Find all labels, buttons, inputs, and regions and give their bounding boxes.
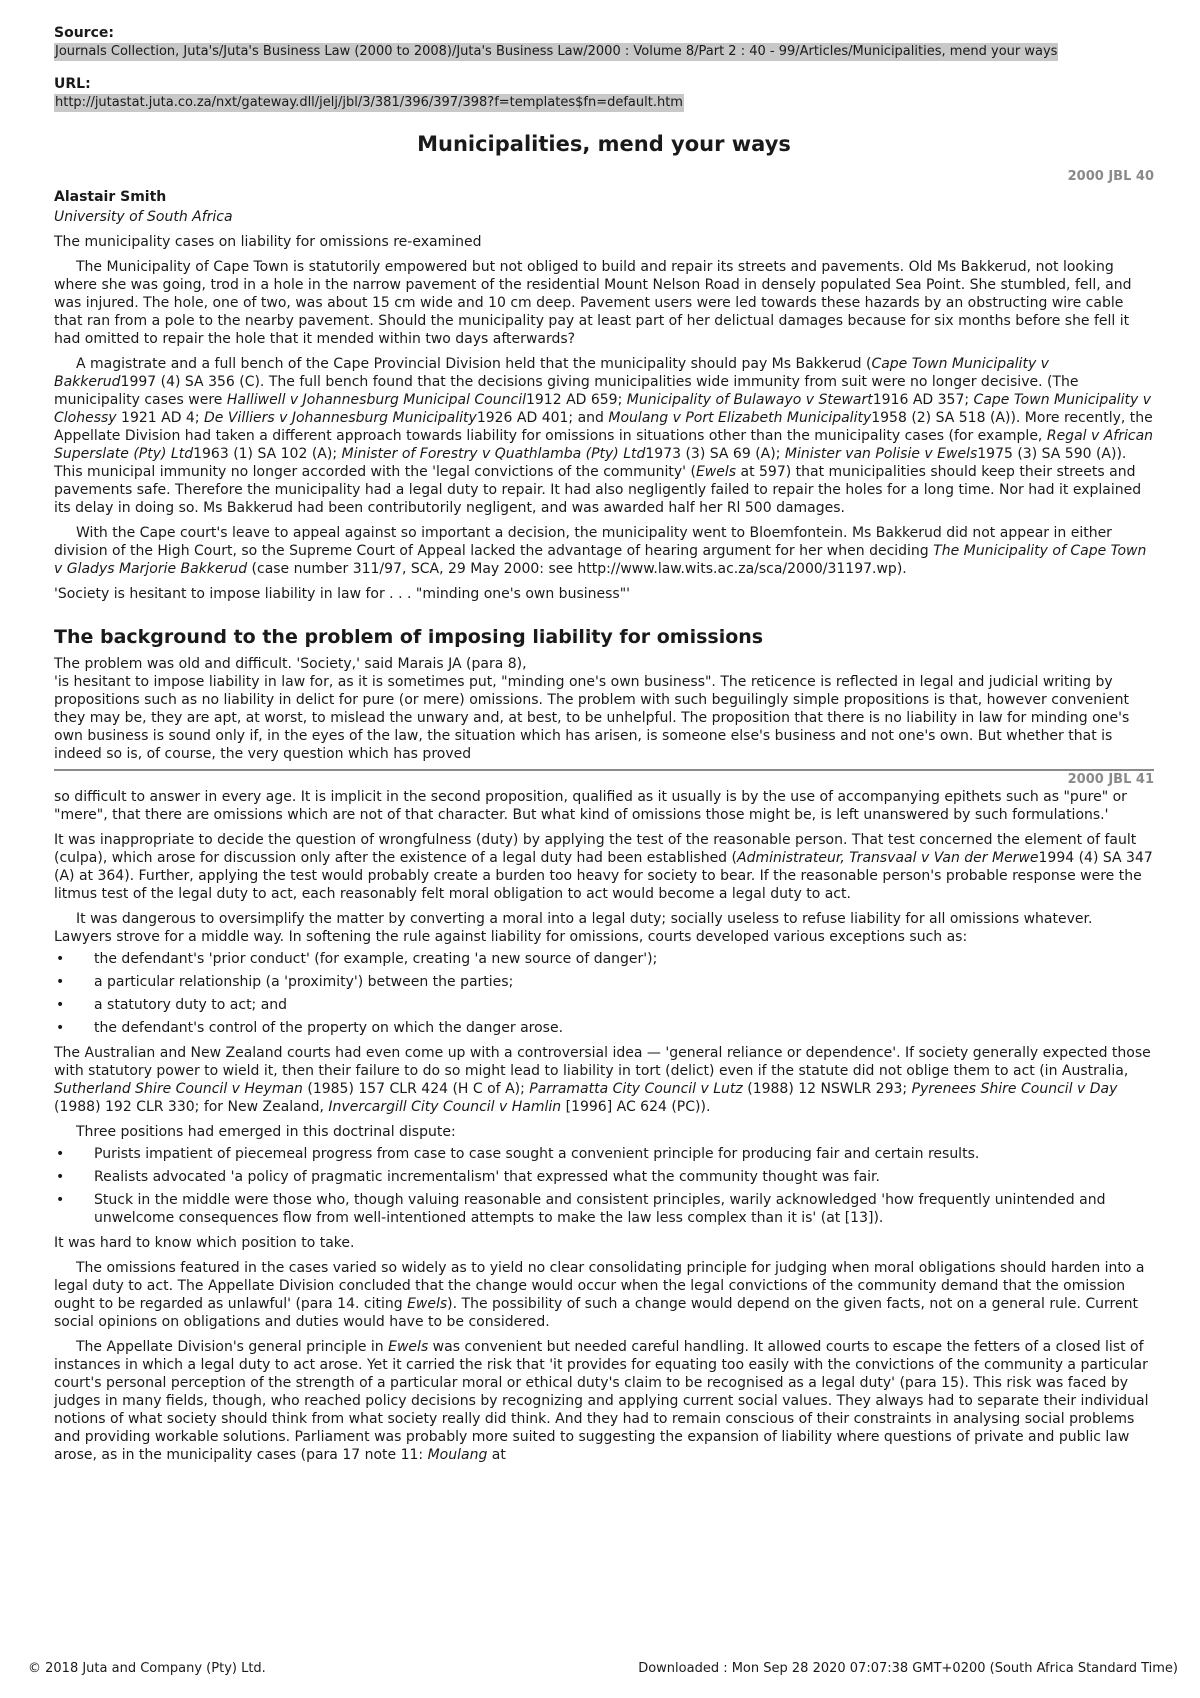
case-citation: Ewels — [407, 1296, 448, 1312]
document-page — [54, 24, 1154, 1464]
paragraph: The omissions featured in the cases varied so widely as to yield no clear consolidating principle for judging when moral obligations should harden into a legal duty to act. The Appellate Division concluded that the change would occur when the legal convictions of the community demand that the omission ought to be regarded as unlawful' (para 14. citing Ewels). The possibility of such a change would depend on the given facts, not on a general rule. Current social opinions on obligations and duties would have to be considered. — [54, 1260, 1145, 1330]
paragraph: The problem was old and difficult. 'Society,' said Marais JA (para 8), — [54, 656, 527, 672]
paragraph: 'Society is hesitant to impose liability in law for . . . "minding one's own business"' — [54, 586, 630, 602]
author-affiliation: University of South Africa — [54, 209, 233, 225]
positions-list — [54, 1145, 1154, 1227]
list-item: • Stuck in the middle were those who, though valuing reasonable and consistent principles, warily acknowledged 'how frequently unintended and unwelcome consequences flow from well-intentioned attempts to make the law less complex than it is' (at [13]). — [54, 1191, 1154, 1227]
url-label: URL: — [54, 76, 91, 92]
case-citation: Ewels — [695, 464, 737, 480]
list-item: • Purists impatient of piecemeal progress from case to case sought a convenient principle for producing fair and certain results. — [54, 1145, 1154, 1163]
case-citation: Cape Town Municipality v Clohessy — [54, 392, 1152, 426]
section-heading: The background to the problem of imposing liability for omissions — [54, 626, 764, 648]
case-citation: Invercargill City Council v Hamlin — [328, 1099, 562, 1115]
paragraph: It was inappropriate to decide the question of wrongfulness (duty) by applying the test of the reasonable person. That test concerned the element of fault (culpa), which arose for discussion only after the existence of a legal duty had been established (Administrateur, Transvaal v Van der Merwe1994 (4) SA 347 (A) at 364). Further, applying the test would probably create a burden too heavy for society to bear. If the reasonable person's probable response were the litmus test of the legal duty to act, each reasonably felt moral obligation to act would become a legal duty to act. — [54, 832, 1153, 902]
quote-paragraph: 'is hesitant to impose liability in law for, as it is sometimes put, "minding one's own business". The reticence is reflected in legal and judicial writing by propositions such as no liability in delict for pure (or mere) omissions. The problem with such beguilingly simple propositions is that, however convenient they may be, they are apt, at worst, to mislead the unwary and, at best, to be unhelpful. The proposition that there is no liability in law for minding one's own business is sound only if, in the eyes of the law, the situation which has arisen, is someone else's business and not one's own. But whether that is indeed so is, of course, the very question which has proved — [54, 674, 1130, 762]
page-reference: 2000 JBL 40 — [1067, 169, 1154, 184]
download-timestamp: Downloaded : Mon Sep 28 2020 07:07:38 GMT+0200 (South Africa Standard Time) — [638, 1661, 1178, 1676]
case-citation: The Municipality of Cape Town v Gladys Marjorie Bakkerud — [54, 543, 1147, 577]
case-citation: Ewels — [388, 1339, 429, 1355]
page-reference: 2000 JBL 41 — [1067, 772, 1154, 787]
case-citation: Minister of Forestry v Quathlamba (Pty) Ltd — [341, 446, 646, 462]
case-citation: Pyrenees Shire Council v Day — [911, 1081, 1118, 1097]
article-title: Municipalities, mend your ways — [417, 132, 791, 156]
exceptions-list — [54, 950, 1154, 1037]
case-citation: De Villiers v Johannesburg Municipality — [204, 410, 477, 426]
case-citation: Municipality of Bulawayo v Stewart — [626, 392, 873, 408]
source-url[interactable]: http://jutastat.juta.co.za/nxt/gateway.dll/jelj/jbl/3/381/396/397/398?f=templates$fn=default.htm — [55, 95, 683, 110]
source-path[interactable]: Journals Collection, Juta's/Juta's Business Law (2000 to 2008)/Juta's Business Law/2000 : Volume 8/Part 2 : 40 - 99/Articles/Municipalities, mend your ways — [55, 44, 1058, 59]
list-item: • a statutory duty to act; and — [54, 996, 1154, 1014]
quote-paragraph: so difficult to answer in every age. It is implicit in the second proposition, qualified as it usually is by the use of accompanying epithets such as "pure" or "mere", that there are omissions which are not of that character. But what kind of omissions those might be, is left unanswered by such formulations.' — [54, 789, 1127, 823]
paragraph: Three positions had emerged in this doctrinal dispute: — [76, 1124, 456, 1140]
copyright-notice: © 2018 Juta and Company (Pty) Ltd. — [28, 1661, 266, 1676]
list-item: • the defendant's 'prior conduct' (for example, creating 'a new source of danger'); — [54, 950, 1154, 968]
case-citation: Cape Town Municipality v Bakkerud — [54, 356, 1049, 390]
author-name: Alastair Smith — [54, 189, 167, 205]
paragraph: A magistrate and a full bench of the Cape Provincial Division held that the municipality should pay Ms Bakkerud (Cape Town Municipality v Bakkerud1997 (4) SA 356 (C). The full bench found that the decisions giving municipalities wide immunity from suit were no longer decisive. (The municipality cases were Halliwell v Johannesburg Municipal Council1912 AD 659; Municipality of Bulawayo v Stewart1916 AD 357; Cape Town Municipality v Clohessy 1921 AD 4; De Villiers v Johannesburg Municipality1926 AD 401; and Moulang v Port Elizabeth Municipality1958 (2) SA 518 (A)). More recently, the Appellate Division had taken a different approach towards liability for omissions in situations other than the municipality cases (for example, Regal v African Superslate (Pty) Ltd1963 (1) SA 102 (A); Minister of Forestry v Quathlamba (Pty) Ltd1973 (3) SA 69 (A); Minister van Polisie v Ewels1975 (3) SA 590 (A)). This municipal immunity no longer accorded with the 'legal convictions of the community' (Ewels at 597) that municipalities should keep their streets and pavements safe. Therefore the municipality had a legal duty to repair. It had also negligently failed to repair the holes for a long time. Nor had it explained its delay in doing so. Ms Bakkerud had been contributorily negligent, and was awarded half her Rl 500 damages. — [54, 356, 1154, 516]
case-citation: Administrateur, Transvaal v Van der Merwe — [737, 850, 1039, 866]
case-citation: Moulang — [427, 1447, 488, 1463]
paragraph: With the Cape court's leave to appeal against so important a decision, the municipality went to Bloemfontein. Ms Bakkerud did not appear in either division of the High Court, so the Supreme Court of Appeal lacked the advantage of hearing argument for her when deciding The Municipality of Cape Town v Gladys Marjorie Bakkerud (case number 311/97, SCA, 29 May 2000: see http://www.law.wits.ac.za/sca/2000/31197.wp). — [54, 525, 1147, 577]
article-subtitle: The municipality cases on liability for omissions re-examined — [54, 234, 482, 250]
list-item: • the defendant's control of the property on which the danger arose. — [54, 1019, 1154, 1037]
paragraph: It was hard to know which position to take. — [54, 1235, 355, 1251]
paragraph: The Municipality of Cape Town is statutorily empowered but not obliged to build and repair its streets and pavements. Old Ms Bakkerud, not looking where she was going, trod in a hole in the narrow pavement of the residential Mount Nelson Road in densely populated Sea Point. She stumbled, fell, and was injured. The hole, one of two, was about 15 cm wide and 10 cm deep. Pavement users were led towards these hazards by an obstructing wire cable that ran from a pole to the nearby pavement. Should the municipality pay at least part of her delictual damages because for six months before she fell it had omitted to repair the hole that it mended within two days afterwards? — [54, 259, 1132, 347]
paragraph: It was dangerous to oversimplify the matter by converting a moral into a legal duty; socially useless to refuse liability for all omissions whatever. Lawyers strove for a middle way. In softening the rule against liability for omissions, courts developed various exceptions such as: — [54, 911, 1093, 945]
source-label: Source: — [54, 25, 114, 41]
case-citation: Sutherland Shire Council v Heyman — [54, 1081, 303, 1097]
paragraph: The Australian and New Zealand courts had even come up with a controversial idea — 'general reliance or dependence'. If society generally expected those with statutory power to wield it, then their failure to do so might lead to liability in tort (delict) even if the statute did not oblige them to act (in Australia, Sutherland Shire Council v Heyman (1985) 157 CLR 424 (H C of A); Parramatta City Council v Lutz (1988) 12 NSWLR 293; Pyrenees Shire Council v Day (1988) 192 CLR 330; for New Zealand, Invercargill City Council v Hamlin [1996] AC 624 (PC)). — [54, 1045, 1151, 1115]
list-item: • a particular relationship (a 'proximity') between the parties; — [54, 973, 1154, 991]
case-citation: Halliwell v Johannesburg Municipal Council — [226, 392, 526, 408]
case-citation: Minister van Polisie v Ewels — [784, 446, 978, 462]
paragraph: The Appellate Division's general principle in Ewels was convenient but needed careful handling. It allowed courts to escape the fetters of a closed list of instances in which a legal duty to act arose. Yet it carried the risk that 'it provides for equating too easily with the convictions of the community a particular court's personal perception of the strength of a particular moral or ethical duty's claim to be recognised as a legal duty' (para 15). This risk was faced by judges in many fields, though, who reached policy decisions by recognizing and applying current social values. They always had to separate their individual notions of what society should think from what society really did think. And they had to remain conscious of their constraints in analysing social problems and providing workable solutions. Parliament was probably more suited to suggesting the expansion of liability where questions of private and public law arose, as in the municipality cases (para 17 note 11: Moulang at — [54, 1339, 1149, 1463]
list-item: • Realists advocated 'a policy of pragmatic incrementalism' that expressed what the community thought was fair. — [54, 1168, 1154, 1186]
case-citation: Moulang v Port Elizabeth Municipality — [608, 410, 872, 426]
case-citation: Parramatta City Council v Lutz — [529, 1081, 743, 1097]
case-citation: Regal v African Superslate (Pty) Ltd — [54, 428, 1154, 462]
